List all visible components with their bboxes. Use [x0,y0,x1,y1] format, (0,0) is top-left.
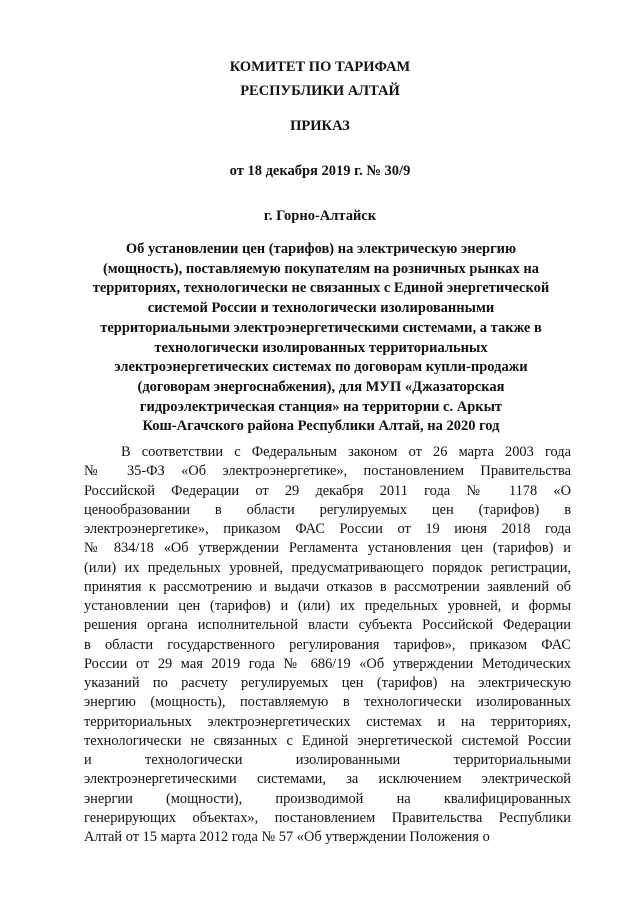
body-line: территориальных электроэнергетических системах и на территориях, [84,713,571,730]
title-line: гидроэлектрическая станция» на территории с. Аркыт [139,398,503,415]
body-line: России от 29 мая 2019 года № 686/19 «Об утверждении Методических [84,655,571,672]
body-line: ценообразовании в области регулируемых цен (тарифов) в [84,501,571,518]
body-line: энергии (мощности), производимой на квалифицированных [84,790,571,807]
title-line: Кош-Агачского района Республики Алтай, на 2020 год [142,418,500,435]
body-line: Российской Федерации от 29 декабря 2011 года № 1178 «О [84,482,571,499]
title-line: (мощность), поставляемую покупателям на розничных рынках на [102,260,540,277]
title-line: территориях, технологически не связанных с Единой энергетической [92,280,550,297]
title-line: территориальными электроэнергетическими системами, а также в [100,319,542,336]
body-line: электроэнергетике», приказом ФАС России от 19 июня 2018 года [84,521,571,537]
body-line: и технологически изолированными территориальными [84,752,571,768]
title-line: системой России и технологически изолированными [147,300,495,317]
body-line: решения органа исполнительной власти субъекта Российской Федерации [84,617,571,634]
document-date-number: от 18 декабря 2019 г. № 30/9 [229,163,411,179]
title-line: технологически изолированных территориальных [154,339,488,356]
body-line: технологически не связанных с Единой энергетической системой России [84,732,571,749]
title-line: Об установлении цен (тарифов) на электрическую энергию [125,241,517,257]
body-line: Алтай от 15 марта 2012 года № 57 «Об утверждении Положения о [84,829,490,845]
document-type: ПРИКАЗ [290,118,350,134]
document-body-paragraph [84,443,571,847]
body-line: № 834/18 «Об утверждении Регламента установления цен (тарифов) и [84,540,571,557]
body-line: № 35-ФЗ «Об электроэнергетике», постановлением Правительства [84,463,571,480]
body-line: указаний по расчету регулируемых цен (тарифов) на электрическую [84,675,571,691]
body-line: В соответствии с Федеральным законом от 26 марта 2003 года [121,444,571,460]
body-line: (или) их предельных уровней, предусматривающего порядок регистрации, [84,559,571,576]
document-city: г. Горно-Алтайск [263,208,377,224]
committee-name-line1: КОМИТЕТ ПО ТАРИФАМ [229,59,411,75]
title-line: электроэнергетических системах по договорам купли-продажи [114,359,528,376]
body-line: энергию (мощность), поставляемую в технологически изолированных [84,694,571,711]
body-line: установлении цен (тарифов) и (или) их предельных уровней, и формы [84,598,571,614]
body-line: в области государственного регулирования тарифов», приказом ФАС [84,636,571,653]
committee-name-line2: РЕСПУБЛИКИ АЛТАЙ [240,83,400,99]
body-line: генерирующих объектах», постановлением Правительства Республики [84,809,571,826]
body-line: принятия к рассмотрению и выдачи отказов в рассмотрении заявлений об [84,578,571,595]
title-line: (договорам энергоснабжения), для МУП «Джазаторская [137,378,505,395]
body-line: электроэнергетическими системами, за исключением электрической [84,771,571,788]
document-title [86,240,556,437]
